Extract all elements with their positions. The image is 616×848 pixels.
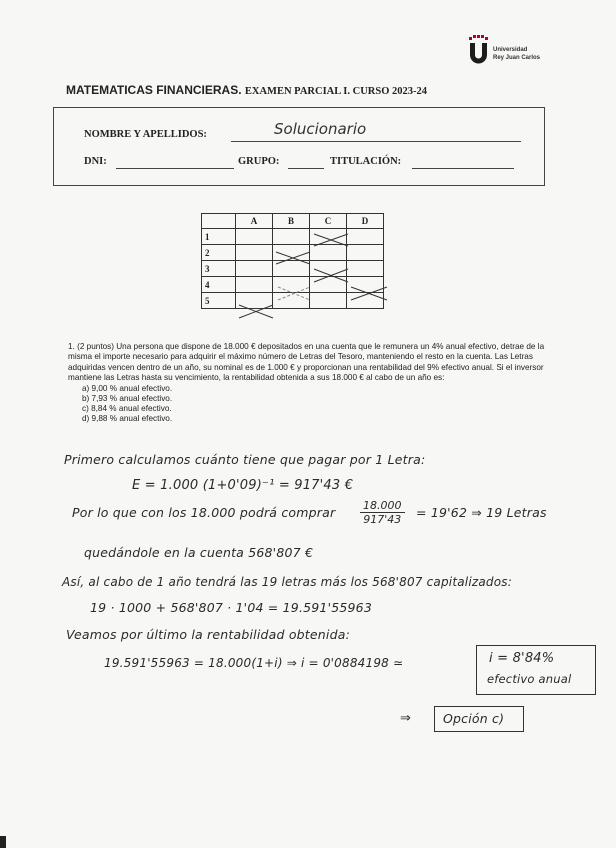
option-b: b) 7,93 % anual efectivo. <box>82 393 173 403</box>
university-line-1: Universidad <box>493 47 528 53</box>
group-label: GRUPO: <box>238 156 280 167</box>
grid-col-header: A <box>236 214 273 229</box>
solution-line-3: Por lo que con los 18.000 podrá comprar <box>72 505 336 520</box>
final-answer: Opción c) <box>443 711 505 726</box>
solution-line-2: E = 1.000 (1+0'09)⁻¹ = 917'43 € <box>132 478 354 493</box>
grid-col-header: C <box>310 214 347 229</box>
university-name <box>493 46 540 62</box>
grid-col-header: B <box>273 214 310 229</box>
answer-marks <box>201 213 391 323</box>
result-value: i = 8'84% <box>489 651 555 666</box>
title-subject: MATEMATICAS FINANCIERAS. <box>66 83 242 97</box>
degree-line <box>412 168 514 169</box>
question-block <box>68 342 548 423</box>
student-info-box <box>53 107 545 186</box>
cross-mark-icon <box>276 252 310 264</box>
dni-line <box>116 168 234 169</box>
solution-line-6: 19 · 1000 + 568'807 · 1'04 = 19.591'55963 <box>90 600 372 615</box>
title-exam: EXAMEN PARCIAL I. CURSO 2023-24 <box>244 86 427 97</box>
cross-mark-icon <box>239 305 273 318</box>
solution-line-4: quedándole en la cuenta 568'807 € <box>84 545 314 560</box>
final-arrow: ⇒ <box>400 711 412 726</box>
fraction-denominator: 917'43 <box>363 513 402 526</box>
scan-edge-mark <box>0 836 6 848</box>
grid-row-header: 5 <box>202 293 236 309</box>
name-label: NOMBRE Y APELLIDOS: <box>84 129 207 140</box>
cross-mark-icon <box>278 287 310 300</box>
dni-label: DNI: <box>84 156 107 167</box>
cross-mark-icon <box>351 287 387 300</box>
solution-fraction <box>360 499 405 526</box>
grid-col-header: D <box>347 214 384 229</box>
grid-row-header: 4 <box>202 277 236 293</box>
solution-line-1: Primero calculamos cuánto tiene que pagar por 1 Letra: <box>64 452 426 467</box>
cross-mark-icon <box>314 269 348 282</box>
result-label: efectivo anual <box>487 672 572 686</box>
group-line <box>288 168 324 169</box>
option-a: a) 9,00 % anual efectivo. <box>82 384 173 394</box>
grid-row-header: 3 <box>202 261 236 277</box>
exam-title <box>66 83 427 97</box>
question-text: 1. (2 puntos) Una persona que dispone de 18.000 € depositados en una cuenta que le remunera un 4% anual efectivo, detrae de la misma el importe necesario para adquirir el máximo número de Letras del Tesoro, manteniendo el resto en la cuenta. Las Letras adquiridas vencen dentro de un año, su nominal es de 1.000 € y proporcionan una rentabilidad del 9% efectivo anual. Si el inversor mantiene las Letras hasta su vencimiento, la rentabilidad obtenida a sus 18.000 € al cabo de un año es: <box>68 342 545 382</box>
result-box <box>476 645 596 695</box>
fraction-numerator: 18.000 <box>360 499 405 513</box>
grid-row-header: 2 <box>202 245 236 261</box>
solution-line-3-result: = 19'62 ⇒ 19 Letras <box>416 505 547 520</box>
final-answer-box <box>434 706 524 732</box>
option-d: d) 9,88 % anual efectivo. <box>82 413 173 423</box>
cross-mark-icon <box>314 234 348 246</box>
solution-line-5: Así, al cabo de 1 año tendrá las 19 letras más los 568'807 capitalizados: <box>62 575 512 589</box>
solution-line-8: 19.591'55963 = 18.000(1+i) ⇒ i = 0'0884198 ≃ <box>104 656 404 670</box>
university-line-2: Rey Juan Carlos <box>493 55 541 61</box>
option-c: c) 8,84 % anual efectivo. <box>82 403 172 413</box>
grid-row-header: 1 <box>202 229 236 245</box>
solution-line-7: Veamos por último la rentabilidad obtenida: <box>66 627 350 642</box>
name-value: Solucionario <box>274 120 367 138</box>
question-options <box>82 384 548 423</box>
name-line <box>231 141 521 142</box>
degree-label: TITULACIÓN: <box>330 156 402 167</box>
